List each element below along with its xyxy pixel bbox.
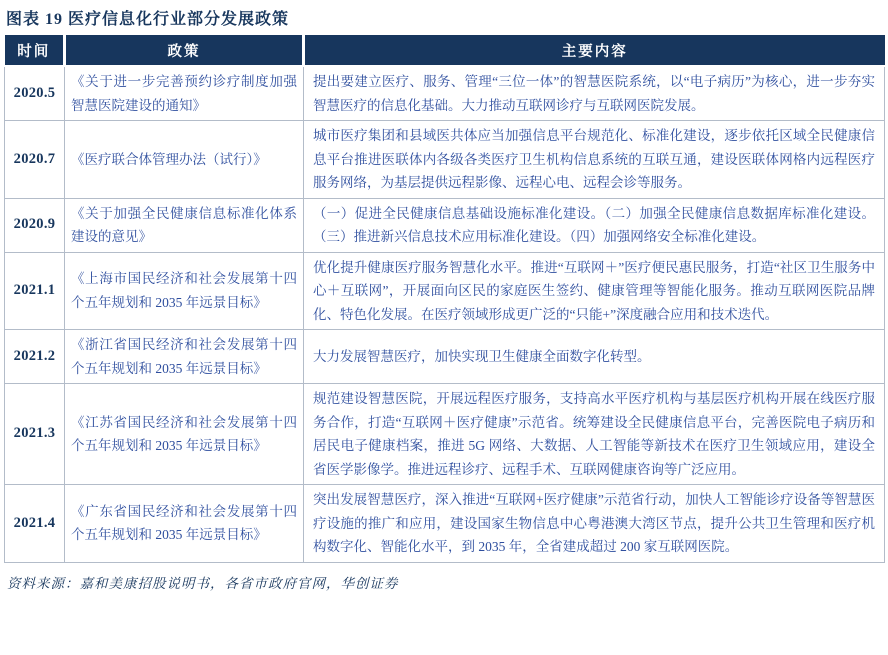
table-row: [5, 330, 885, 384]
source-note: 资料来源：嘉和美康招股说明书，各省市政府官网，华创证券: [7, 575, 399, 591]
column-header-policy: 政策: [65, 35, 304, 66]
policy-time: 2020.7: [5, 121, 65, 199]
policy-time: 2020.9: [5, 198, 65, 252]
policy-content: 城市医疗集团和县域医共体应当加强信息平台规范化、标准化建设，逐步依托区域全民健康信息平台推进医联体内各级各类医疗卫生机构信息系统的互联互通，建设医联体网格内远程医疗服务网络，为基层提供远程影像、远程心电、远程会诊等服务。: [304, 121, 885, 199]
policy-content: 优化提升健康医疗服务智慧化水平。推进“互联网＋”医疗便民惠民服务，打造“社区卫生服务中心＋互联网”，开展面向区民的家庭医生签约、健康管理等智能化服务。推动互联网医院品牌化、特色化发展。在医疗领域形成更广泛的“只能+”深度融合应用和技术迭代。: [304, 252, 885, 330]
policy-table: [4, 35, 885, 563]
policy-time: 2021.3: [5, 384, 65, 485]
table-row: [5, 252, 885, 330]
table-row: [5, 198, 885, 252]
policy-content: 大力发展智慧医疗，加快实现卫生健康全面数字化转型。: [304, 330, 885, 384]
policy-name: 《关于进一步完善预约诊疗制度加强智慧医院建设的通知》: [65, 66, 304, 121]
table-row: [5, 384, 885, 485]
policy-content: （一）促进全民健康信息基础设施标准化建设。（二）加强全民健康信息数据库标准化建设。（三）推进新兴信息技术应用标准化建设。（四）加强网络安全标准化建设。: [304, 198, 885, 252]
policy-content: 提出要建立医疗、服务、管理“三位一体”的智慧医院系统，以“电子病历”为核心，进一步夯实智慧医疗的信息化基础。大力推动互联网诊疗与互联网医院发展。: [304, 66, 885, 121]
column-header-time: 时间: [5, 35, 65, 66]
figure-title: 图表 19 医疗信息化行业部分发展政策: [6, 11, 290, 28]
column-header-content: 主要内容: [304, 35, 885, 66]
policy-time: 2021.2: [5, 330, 65, 384]
policy-time: 2021.1: [5, 252, 65, 330]
policy-content: 突出发展智慧医疗，深入推进“互联网+医疗健康”示范省行动，加快人工智能诊疗设备等智慧医疗设施的推广和应用，建设国家生物信息中心粤港澳大湾区节点，提升公共卫生管理和医疗机构数字化、智能化水平，到 2035 年，全省建成超过 200 家互联网医院。: [304, 485, 885, 563]
table-row: [5, 66, 885, 121]
policy-content: 规范建设智慧医院，开展远程医疗服务，支持高水平医疗机构与基层医疗机构开展在线医疗服务合作，打造“互联网＋医疗健康”示范省。统筹建设全民健康信息平台，完善医院电子病历和居民电子健康档案，推进 5G 网络、大数据、人工智能等新技术在医疗卫生领域应用，建设全省医学影像学。推进远程诊疗、远程手术、互联网健康咨询等广泛应用。: [304, 384, 885, 485]
policy-name: 《江苏省国民经济和社会发展第十四个五年规划和 2035 年远景目标》: [65, 384, 304, 485]
policy-name: 《医疗联合体管理办法（试行）》: [65, 121, 304, 199]
policy-name: 《上海市国民经济和社会发展第十四个五年规划和 2035 年远景目标》: [65, 252, 304, 330]
policy-time: 2021.4: [5, 485, 65, 563]
policy-name: 《关于加强全民健康信息标准化体系建设的意见》: [65, 198, 304, 252]
policy-time: 2020.5: [5, 66, 65, 121]
policy-name: 《浙江省国民经济和社会发展第十四个五年规划和 2035 年远景目标》: [65, 330, 304, 384]
table-header-row: [5, 35, 885, 66]
table-row: [5, 121, 885, 199]
policy-name: 《广东省国民经济和社会发展第十四个五年规划和 2035 年远景目标》: [65, 485, 304, 563]
table-row: [5, 485, 885, 563]
